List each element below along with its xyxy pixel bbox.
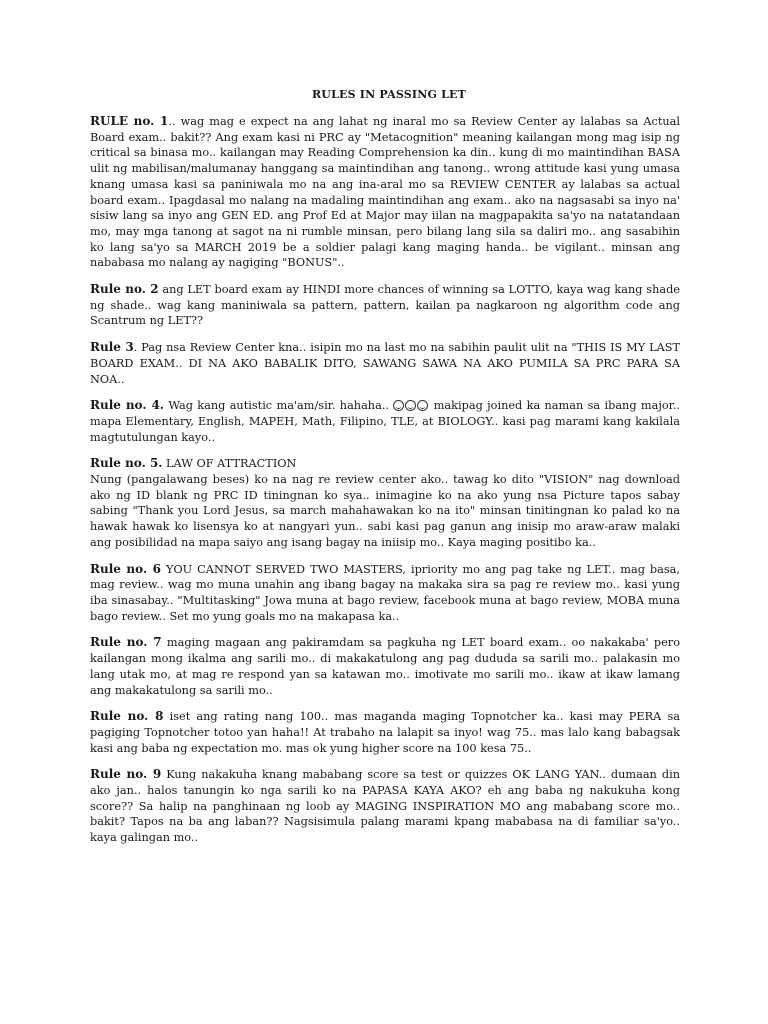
rule-label: Rule no. 6 [90,561,162,576]
rule-label: Rule no. 2 [90,282,159,297]
rule-text: iset ang rating nang 100.. mas maganda maging Topnotcher ka.. kasi may PERA sa pagiging Topnotcher totoo yan haha!! At trabaho na lalapit sa inyo! wag 75.. mas lalo kang babagsak kasi ang baba ng expectation mo. mas ok yung higher score na 100 kesa 75.. [90,710,680,755]
rule-8 [90,709,680,756]
rule-text: ang LET board exam ay HINDI more chances of winning sa LOTTO, kaya wag kang shade ng shade.. wag kang maniniwala sa pattern, pattern, kailan pa nagkaroon ng algorithm code ang Scantrum ng LET?? [90,283,680,328]
rule-text: Kung nakakuha knang mababang score sa test or quizzes OK LANG YAN.. dumaan din ako jan.. halos tanungin ko nga sarili ko na PAPASA KAYA AKO? eh ang baba ng nakukuha kong score?? Sa halip na panghinaan ng loob ay MAGING INSPIRATION MO ang mababang score mo.. bakit? Tapos na ba ang laban?? Nagsisimula palang marami kpang mababasa na di familiar sa'yo.. kaya galingan mo.. [90,768,680,845]
laughing-face-icon [393,400,404,411]
rule-6 [90,562,680,625]
rule-label: Rule no. 5. [90,456,163,471]
rule-label: Rule no. 7 [90,635,162,650]
document-page [90,88,680,857]
rule-label: Rule 3 [90,340,134,355]
rule-text: maging magaan ang pakiramdam sa pagkuha ng LET board exam.. oo nakakaba' pero kailangan mong ikalma ang sarili mo.. di makakatulong ang pag dududa sa sarili mo.. palakasin mo lang utak mo, at mag re respond yan sa katawan mo.. imotivate mo sarili mo.. ikaw at ikaw lamang ang makakatulong sa sarili mo.. [90,636,681,697]
rule-2 [90,282,680,329]
rule-text: Nung (pangalawang beses) ko na nag re review center ako.. tawag ko dito "VISION" nag download ako ng ID blank ng PRC ID tiningnan ko sya.. inimagine ko na ako yung nsa Picture tapos sabay sabing "Thank you Lord Jesus, sa march mahahawakan ko na ito" minsan tinitingnan ko palad ko na hawak hawak ko lisensya ko at nangyari yun.. sabi kasi pag ganun ang inisip mo araw-araw malaki ang posibilidad na mapa saiyo ang isang bagay na iniisip mo.. Kaya maging positibo ka.. [90,473,680,549]
rule-text-before: Wag kang autistic ma'am/sir. hahaha.. [163,399,394,413]
rule-text: YOU CANNOT SERVED TWO MASTERS, ipriority mo ang pag take ng LET.. mag basa, mag review.. wag mo muna unahin ang ibang bagay na makaka sira sa pag re review mo.. kasi yung iba sinasabay.. "Multitasking" Jowa muna at bago review, facebook muna at bago review, MOBA muna bago review.. Set mo yung goals mo na makapasa ka.. [90,562,680,623]
rule-1 [90,114,680,271]
rule-9 [90,767,680,846]
rule-7 [90,635,680,698]
rule-4 [90,398,680,445]
rule-label: Rule no. 8 [90,709,164,724]
rule-3 [90,340,680,387]
rule-5 [90,456,680,550]
rule-heading-text: LAW OF ATTRACTION [162,457,297,471]
rule-text-after: makipag joined ka naman sa ibang major.. mapa Elementary, English, MAPEH, Math, Filipino, TLE, at BIOLOGY.. kasi pag marami kang kakilala magtutulungan kayo.. [90,399,681,444]
rule-heading [90,456,680,472]
document-title: RULES IN PASSING LET [311,88,467,101]
rule-text: .. wag mag e expect na ang lahat ng inaral mo sa Review Center ay lalabas sa Actual Board exam.. bakit?? Ang exam kasi ni PRC ay "Metacognition" meaning kailangan mong mag isip ng critical sa binasa mo.. kailangan may Reading Comprehension ka din.. kung di mo maintindihan BASA ulit ng mabilisan/malumanay hanggang sa maintindihan ang tanong.. wrong attitude kasi yung umasa knang umasa kasi sa paniniwala mo na ang ina-aral mo sa REVIEW CENTER ay lalabas sa actual board exam.. Ipagdasal mo nalang na madaling maintindihan ang exam.. ako na nagsasabi sa inyo na' sisiw lang sa inyo ang GEN ED. ang Prof Ed at Major may iilan na magpapakita sa'yo na natatandaan mo, may mga tanong at sagot na ni rumble minsan, pero bilang lang sila sa daliri mo.. ang sasabihin ko lang sa'yo sa MARCH 2019 be a soldier palagi kang maging handa.. be vigilant.. minsan ang nababasa mo nalang ay nagiging "BONUS".. [90,115,680,270]
rule-label: Rule no. 9 [90,767,162,782]
rule-label: RULE no. 1 [90,114,169,128]
rule-text: . Pag nsa Review Center kna.. isipin mo na last mo na sabihin paulit ulit na "THIS IS MY LAST BOARD EXAM.. DI NA AKO BABALIK DITO, SAWANG SAWA NA AKO PUMILA SA PRC PARA SA NOA.. [90,341,680,386]
laughing-face-icon [417,400,428,411]
rule-label: Rule no. 4. [90,398,164,413]
laughing-face-icon [405,400,416,411]
